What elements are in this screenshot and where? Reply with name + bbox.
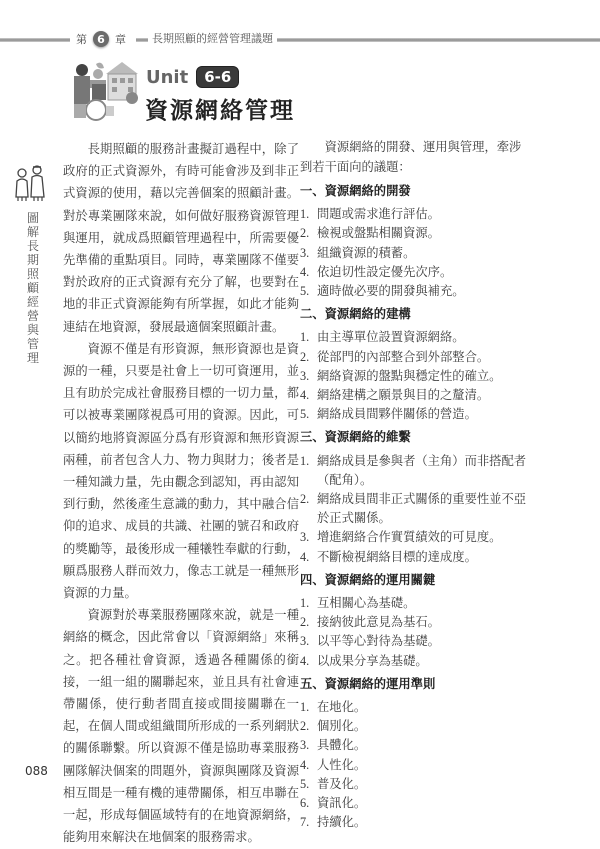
list-item [300,490,530,528]
list-item [300,452,530,490]
item-text: 檢視或盤點相關資源。 [317,226,440,241]
numbered-list [300,594,530,671]
list-item [300,775,530,794]
item-number: 1. [300,330,310,345]
item-text: 以成果分享為基礎。 [317,653,428,668]
item-number: 2. [300,615,310,630]
item-number: 3. [300,738,310,753]
item-text: 從部門的內部整合到外部整合。 [317,349,490,364]
chapter-number-badge: 6 [93,31,109,47]
section-title: 三、資源網絡的維繫 [300,430,411,445]
section-title: 四、資源網絡的運用關鍵 [300,572,436,587]
list-item [300,224,530,243]
item-text: 互相關心為基礎。 [317,596,416,611]
list-item [300,205,530,224]
numbered-list [300,205,530,301]
unit-label [146,66,239,88]
section-title: 二、資源網絡的建構 [300,307,411,322]
item-number: 5. [300,284,310,299]
unit-word: Unit [146,66,189,88]
item-text: 不斷檢視網絡目標的達成度。 [317,549,477,564]
item-text: 人性化。 [317,757,367,772]
item-text: 網絡成員間非正式關係的重要性並不亞於正式關係。 [317,492,527,526]
chapter-tab [70,32,136,46]
list-item [300,282,530,301]
book-title-vertical: 圖解長期照顧經營與管理 [27,211,40,365]
list-item [300,548,530,567]
item-number: 7. [300,815,310,830]
list-item [300,328,530,347]
list-item [300,367,530,386]
unit-number-badge: 6-6 [196,66,239,88]
item-number: 1. [300,207,310,222]
numbered-list [300,698,530,832]
section-title: 一、資源網絡的開發 [300,184,411,198]
item-number: 1. [300,453,310,468]
list-item [300,263,530,282]
item-number: 6. [300,796,310,811]
list-item [300,794,530,813]
section-title: 五、資源網絡的運用準則 [300,676,436,691]
item-number: 5. [300,407,310,422]
section-application-principles [300,675,530,833]
numbered-list [300,452,530,567]
item-text: 具體化。 [317,738,367,753]
item-number: 4. [300,653,310,668]
item-number: 3. [300,245,310,260]
list-item [300,736,530,755]
section-construction [300,305,530,424]
item-number: 3. [300,530,310,545]
caregiver-wheelchair-house-icon [70,58,142,122]
item-number: 3. [300,634,310,649]
list-item [300,756,530,775]
list-item [300,594,530,613]
chapter-prefix: 第 [76,33,87,46]
item-text: 網絡建構之願景與目的之釐清。 [317,388,490,403]
item-text: 資訊化。 [317,796,367,811]
item-number: 4. [300,388,310,403]
item-number: 2. [300,226,310,241]
body-paragraph: 長期照顧的服務計畫擬訂過程中，除了政府的正式資源外，有時可能會涉及到非正式資源的使用，藉以完善個案的照顧計畫。對於專業團隊來說，如何做好服務資源管理與運用，就成爲照顧管理過程中，所需要優先準備的重點項目。同時，專業團隊不僅要對於政府的正式資源有充分了解，也要對在地的非正式資源能夠有所掌握，如此才能夠連結在地資源，發展最適個案照顧計畫。 [63,142,299,334]
item-text: 組織資源的積蓄。 [317,245,416,260]
item-number: 1. [300,700,310,715]
list-item [300,717,530,736]
item-text: 網絡資源的盤點與穩定性的確立。 [317,368,502,383]
item-number: 4. [300,549,310,564]
list-item [300,244,530,263]
caregivers-icon [10,163,50,203]
page-number: 088 [25,764,48,778]
item-text: 適時做必要的開發與補充。 [317,284,465,299]
chapter-suffix: 章 [115,33,126,46]
side-tab [10,163,50,365]
chapter-title: 長期照顧的經營管理議題 [148,32,277,46]
item-text: 網絡成員是參與者（主角）而非搭配者（配角）。 [317,453,527,487]
item-text: 增進網絡合作實質績效的可見度。 [317,530,502,545]
section-development [300,182,530,301]
intro-paragraph: 資源網絡的開發、運用與管理，牽涉到若干面向的議題： [300,140,522,174]
item-text: 依迫切性設定優先次序。 [317,264,453,279]
list-item [300,528,530,547]
item-number: 2. [300,492,310,507]
item-number: 4. [300,757,310,772]
left-column [63,138,299,849]
item-text: 問題或需求進行評估。 [317,207,440,222]
item-number: 3. [300,368,310,383]
item-number: 2. [300,719,310,734]
item-number: 5. [300,776,310,791]
section-maintenance [300,428,530,566]
item-text: 個別化。 [317,719,367,734]
item-text: 以平等心對待為基礎。 [317,634,440,649]
list-item [300,632,530,651]
list-item [300,405,530,424]
item-number: 2. [300,349,310,364]
item-text: 網絡成員間夥伴關係的營造。 [317,407,477,422]
item-text: 普及化。 [317,776,367,791]
item-text: 接納彼此意見為基石。 [317,615,440,630]
item-text: 持續化。 [317,815,367,830]
item-text: 由主導單位設置資源網絡。 [317,330,465,345]
numbered-list [300,328,530,424]
section-application-keys [300,571,530,671]
list-item [300,698,530,717]
item-number: 4. [300,264,310,279]
body-paragraph: 資源不僅是有形資源，無形資源也是資源的一種，只要是社會上一切可資運用，並且有助於完成社會服務目標的一切力量，都可以被專業團隊視爲可用的資源。因此，可以簡約地將資源區分爲有形資源和無形資源兩種，前者包含人力、物力與財力；後者是一種知識力量，先由觀念到認知，再由認知到行動，然後產生意識的動力，其中融合信仰的追求、成員的共識、社團的號召和政府的獎勵等，最後形成一種犧牲奉獻的行動，願爲服務人群而效力，像志工就是一種無形資源的力量。 [63,341,299,601]
list-item [300,652,530,671]
unit-title: 資源網絡管理 [145,98,295,124]
list-item [300,613,530,632]
list-item [300,348,530,367]
item-number: 1. [300,596,310,611]
body-paragraph: 資源對於專業服務團隊來說，就是一種網絡的概念，因此常會以「資源網絡」來稱之。把各種社會資源，透過各種關係的銜接，一組一組的關聯起來，並且具有社會連帶關係，使行動者間直接或間接關聯在一起，在個人間或組織間所形成的一系列網狀的關係聯繫。所以資源不僅是協助專業服務團隊解決個案的問題外，資源與團隊及資源相互間是一種有機的連帶關係，相互串聯在一起，形成每個區域特有的在地資源網絡，能夠用來解決在地個案的服務需求。 [63,608,299,845]
chapter-header [0,32,600,46]
right-column [300,138,530,837]
item-text: 在地化。 [317,700,367,715]
list-item [300,813,530,832]
list-item [300,386,530,405]
